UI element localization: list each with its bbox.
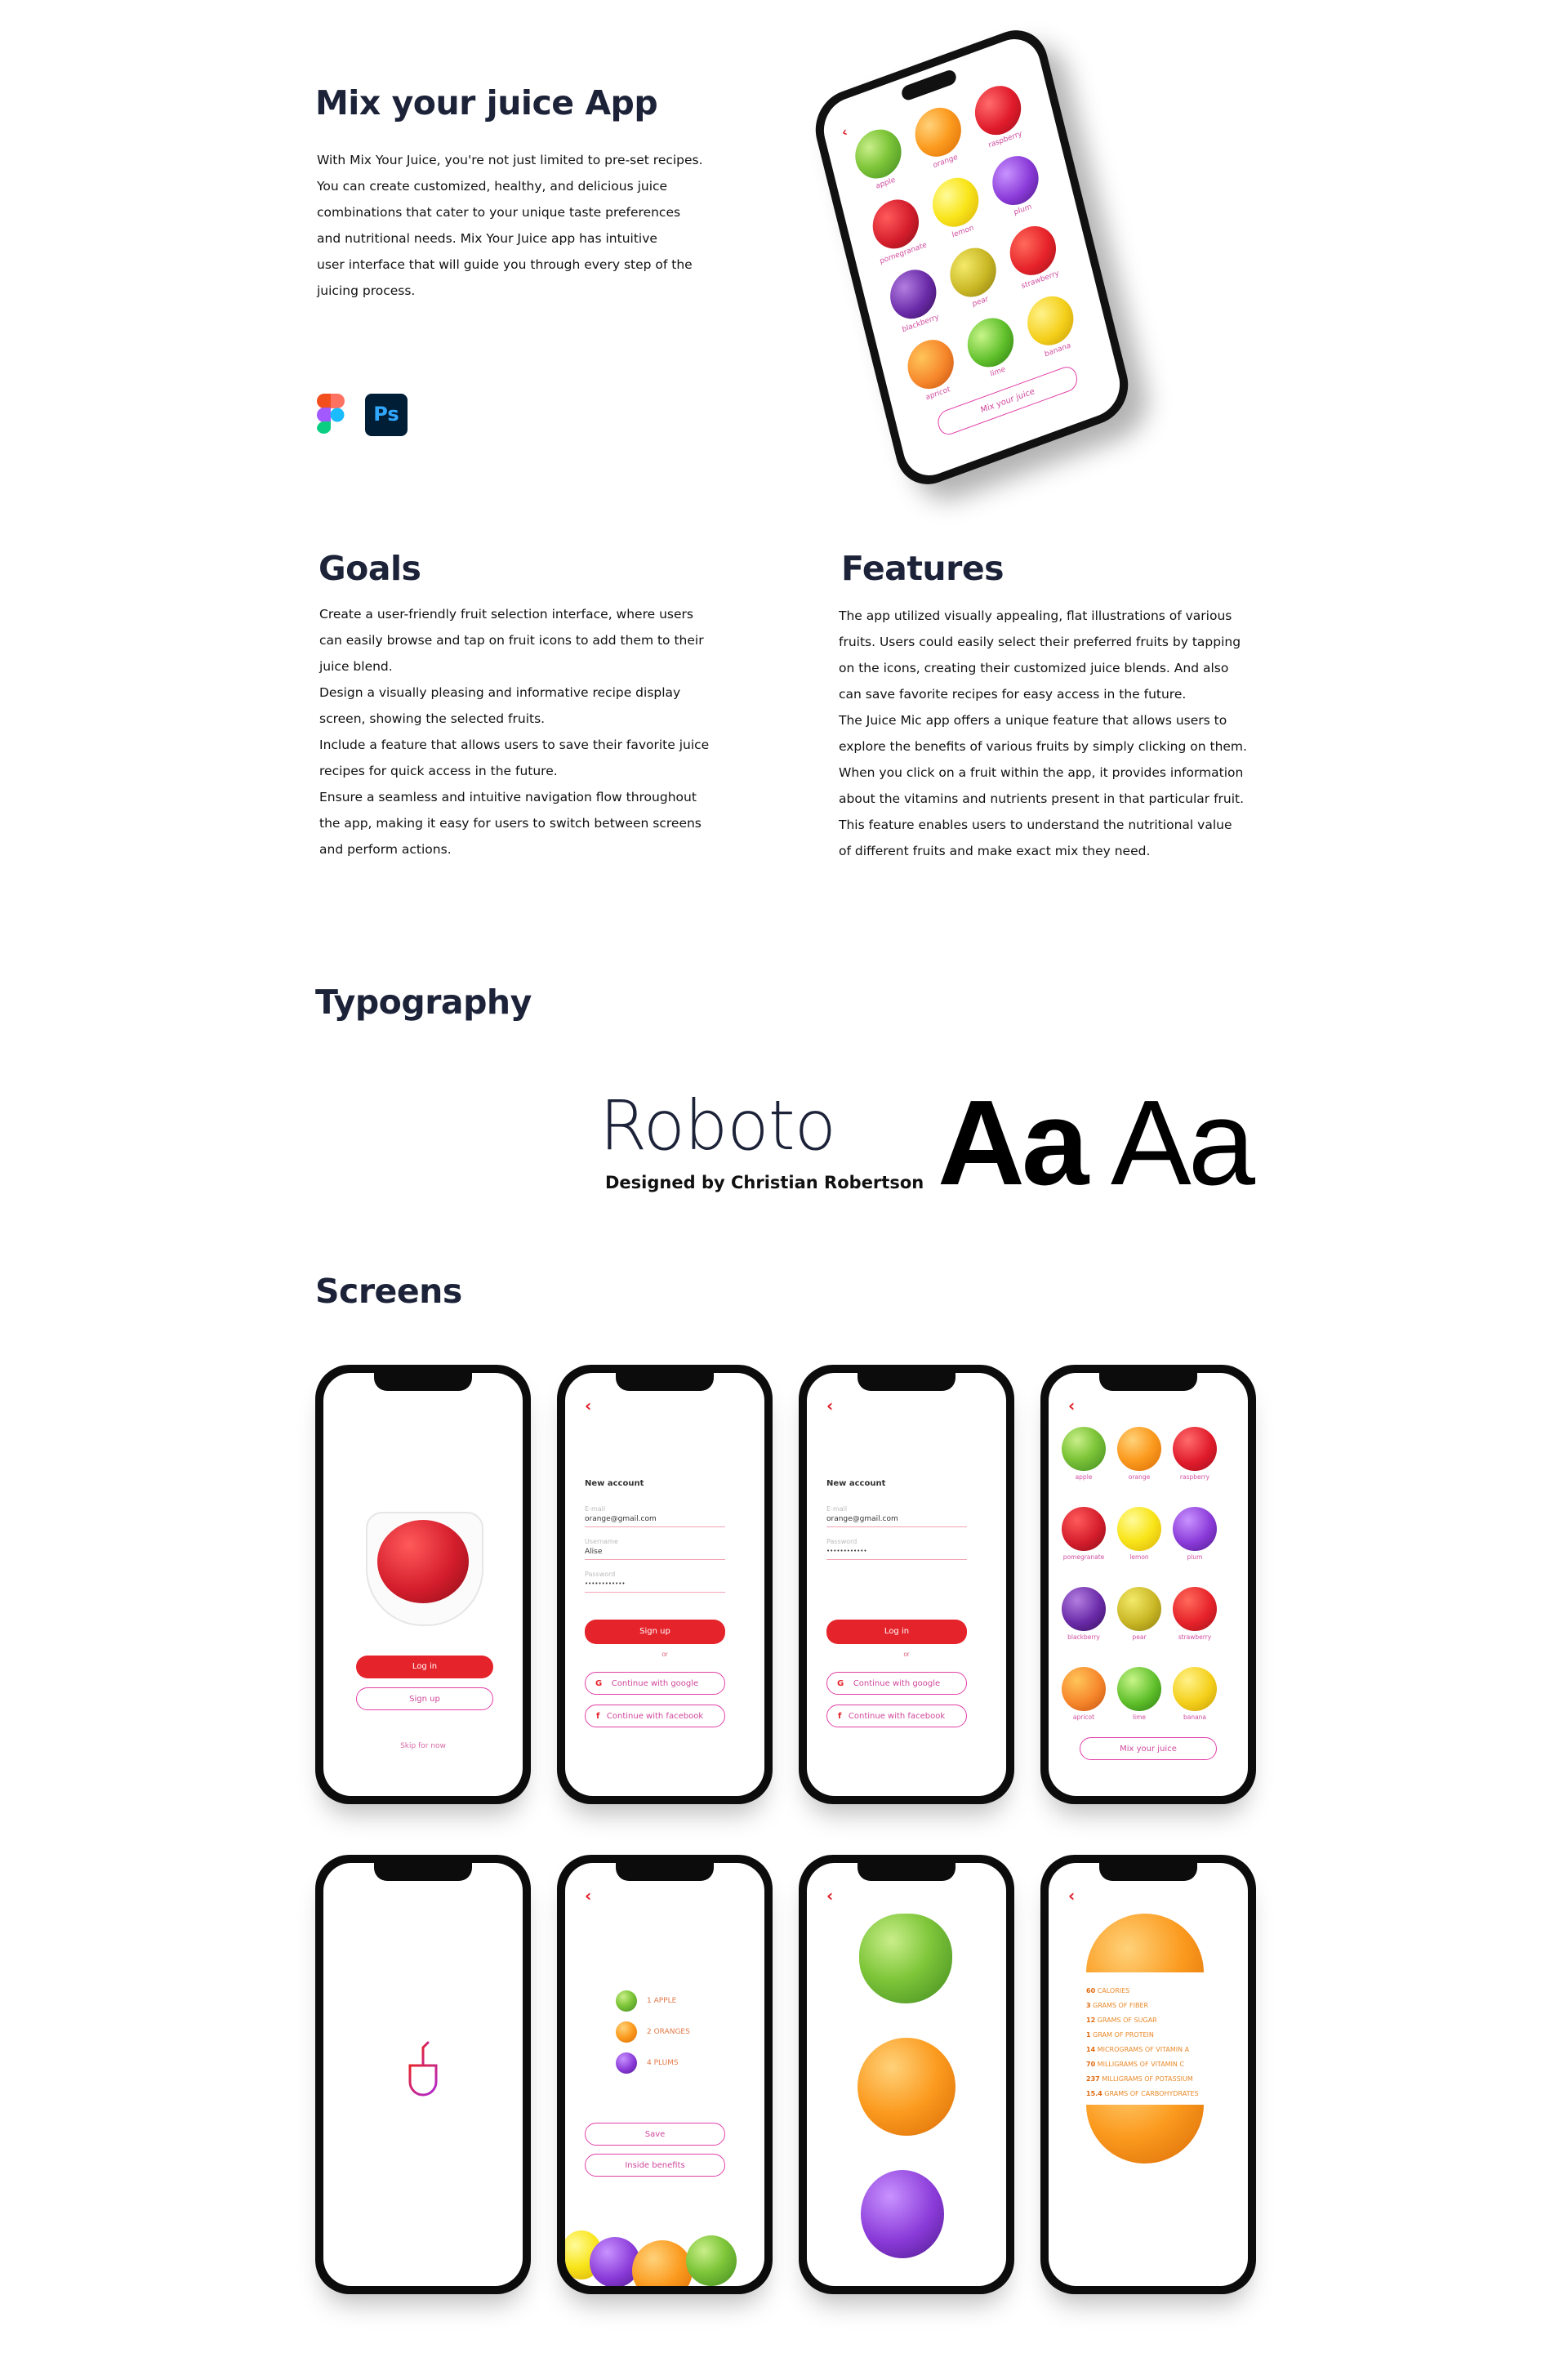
nutrition-fact: 12 GRAMS OF SUGAR: [1086, 2017, 1157, 2024]
recipe-item: 2 ORANGES: [647, 2028, 690, 2036]
fruit-label: orange: [932, 153, 959, 171]
plum-icon: [616, 2052, 637, 2074]
nutrition-fact: 15.4 GRAMS OF CARBOHYDRATES: [1086, 2090, 1199, 2097]
orange-image: [858, 2038, 956, 2136]
goals-text: Create a user-friendly fruit selection interface, where users can easily browse and tap on fruit icons to add them to their juice blend. Design a visually pleasing and informative recipe display screen, showing the selected fruits. Include a feature that allows users to save their favorite juice recipes for quick access in the future. Ensure a seamless and intuitive navigation flow throughout the app, making it easy for users to switch between screens and perform actions.: [319, 607, 710, 857]
nutrition-fact: 1 GRAM OF PROTEIN: [1086, 2031, 1154, 2039]
welcome-screen: [315, 1365, 531, 1804]
typography-title: Typography: [315, 983, 532, 1022]
email-field[interactable]: orange@gmail.com: [826, 1515, 898, 1523]
fruit-grid-screen: [1040, 1365, 1256, 1804]
fruit-label: blackberry: [1067, 1633, 1100, 1641]
back-icon[interactable]: ‹: [826, 1886, 834, 1905]
login-screen: ‹ New account E-mail orange@gmail.com Password •••••••••••• Log in or G Continue with google f Continue with facebook: [799, 1365, 1014, 1804]
fruit-label: raspberry: [987, 129, 1023, 150]
fruit-label: banana: [1183, 1714, 1207, 1721]
intro-text: With Mix Your Juice, you're not just limited to pre-set recipes. You can create customized, healthy, and delicious juice combinations that cater to your unique taste preferences and nutritional needs. Mix Your Juice app has intuitive user interface that will guide you through every step of the juicing process.: [317, 153, 703, 298]
back-icon[interactable]: ‹: [585, 1396, 592, 1415]
recipe-screen: [557, 1855, 773, 2294]
splash-screen: [315, 1855, 531, 2294]
plum-icon[interactable]: [1173, 1507, 1217, 1551]
figma-icon: [317, 394, 345, 436]
google-icon: G: [837, 1679, 844, 1688]
recipe-item: 1 APPLE: [647, 1997, 677, 2005]
fruit-detail-screen: [799, 1855, 1014, 2294]
fruit-label: lime: [1132, 1714, 1147, 1721]
password-field[interactable]: ••••••••••••: [826, 1548, 867, 1554]
email-field[interactable]: orange@gmail.com: [585, 1515, 657, 1523]
nutrition-fact: 14 MICROGRAMS OF VITAMIN A: [1086, 2046, 1190, 2053]
fruit-label: lemon: [1129, 1553, 1149, 1561]
back-icon[interactable]: ‹: [826, 1396, 834, 1415]
inside-benefits-button[interactable]: Inside benefits: [585, 2154, 725, 2177]
features-text: The app utilized visually appealing, flat illustrations of various fruits. Users could easily select their preferred fruits by tapping on the icons, creating their customized juice blends. And also can save favorite recipes for easy access in the future. The Juice Mic app offers a unique feature that allows users to explore the benefits of various fruits by simply clicking on them. When you click on a fruit within the app, it provides information about the vitamins and nutrients present in that particular fruit. This feature enables users to understand the nutritional value of different fruits and make exact mix they need.: [839, 608, 1247, 858]
back-icon[interactable]: ‹: [1068, 1886, 1076, 1905]
password-field[interactable]: ••••••••••••: [585, 1580, 626, 1587]
google-button[interactable]: G Continue with google: [826, 1672, 967, 1695]
font-sample-light: Aa: [1111, 1076, 1253, 1210]
google-icon: G: [595, 1679, 603, 1688]
lemon-icon[interactable]: [1117, 1507, 1161, 1551]
login-button[interactable]: Log in: [826, 1620, 967, 1644]
fruit-label: apricot: [1072, 1714, 1095, 1721]
apple-icon: [616, 1990, 637, 2012]
fruit-label: orange: [1128, 1473, 1151, 1481]
raspberry-icon[interactable]: [1173, 1427, 1217, 1471]
page-title: Mix your juice App: [315, 83, 658, 123]
pomegranate-icon[interactable]: [1062, 1507, 1106, 1551]
blackberry-icon[interactable]: [1062, 1587, 1106, 1631]
orange-icon[interactable]: [1117, 1427, 1161, 1471]
apple-image: [859, 1914, 952, 2003]
font-designer: Designed by Christian Robertson: [605, 1173, 924, 1192]
fruit-label: pomegranate: [879, 241, 928, 266]
signup-button[interactable]: Sign up: [356, 1687, 493, 1710]
strawberry-icon[interactable]: [1173, 1587, 1217, 1631]
orange-top-image: [1086, 1914, 1204, 2031]
pomegranate-image: [377, 1520, 469, 1603]
lime-icon[interactable]: [1117, 1667, 1161, 1711]
nutrition-fact: 60 CALORIES: [1086, 1987, 1130, 1994]
mix-juice-button[interactable]: Mix your juice: [936, 363, 1080, 438]
font-sample-bold: Aa: [938, 1076, 1086, 1210]
fruit-label: lime: [989, 365, 1007, 379]
skip-link[interactable]: Skip for now: [400, 1742, 446, 1750]
fruit-label: plum: [1013, 203, 1033, 217]
username-field[interactable]: Alise: [585, 1548, 603, 1556]
facebook-icon: f: [596, 1712, 600, 1721]
mix-juice-button[interactable]: Mix your juice: [1080, 1737, 1217, 1760]
nutrition-fact: 3 GRAMS OF FIBER: [1086, 2002, 1149, 2009]
fruit-label: raspberry: [1179, 1473, 1210, 1481]
font-name: Roboto: [599, 1085, 836, 1165]
hero-phone: [808, 20, 1135, 495]
facebook-icon: f: [838, 1712, 842, 1721]
screens-title: Screens: [315, 1272, 462, 1311]
fruit-label: lemon: [951, 224, 975, 240]
recipe-item: 4 PLUMS: [647, 2059, 679, 2067]
nutrition-fact: 237 MILLIGRAMS OF POTASSIUM: [1086, 2075, 1193, 2083]
fruit-label: plum: [1187, 1553, 1203, 1561]
apple-icon[interactable]: [1062, 1427, 1106, 1471]
nutrition-fact: 70 MILLIGRAMS OF VITAMIN C: [1086, 2061, 1185, 2068]
fruit-label: banana: [1044, 341, 1072, 359]
signup-screen: ‹ New account E-mail orange@gmail.com Username Alise Password •••••••••••• Sign up or G Continue with google f Continue with facebook: [557, 1365, 773, 1804]
plum-image: [861, 2170, 944, 2258]
google-button[interactable]: G Continue with google: [585, 1672, 725, 1695]
orange-icon: [616, 2021, 637, 2043]
signup-button[interactable]: Sign up: [585, 1620, 725, 1644]
fruit-label: strawberry: [1178, 1633, 1212, 1641]
fruit-label: pomegranate: [1062, 1553, 1105, 1561]
fruit-label: blackberry: [901, 313, 940, 335]
facebook-button[interactable]: f Continue with facebook: [826, 1705, 967, 1727]
photoshop-icon: Ps: [365, 394, 408, 436]
form-title: New account: [585, 1479, 644, 1488]
apricot-icon[interactable]: [1062, 1667, 1106, 1711]
fruit-label: apple: [1075, 1473, 1093, 1481]
fruit-label: strawberry: [1020, 269, 1060, 292]
facebook-button[interactable]: f Continue with facebook: [585, 1705, 725, 1727]
fruit-label: pear: [971, 295, 990, 310]
features-title: Features: [841, 549, 1004, 588]
fruit-label: pear: [1132, 1633, 1147, 1641]
fruit-label: apple: [875, 176, 897, 191]
goals-title: Goals: [318, 549, 421, 588]
nutrition-screen: [1040, 1855, 1256, 2294]
fruit-label: apricot: [924, 385, 951, 403]
juice-cup-logo-icon: [403, 2041, 443, 2098]
save-button[interactable]: Save: [585, 2123, 725, 2146]
orange-image: [632, 2240, 693, 2286]
form-title: New account: [826, 1479, 886, 1488]
login-button[interactable]: Log in: [356, 1656, 493, 1678]
banana-icon[interactable]: [1173, 1667, 1217, 1711]
back-icon[interactable]: ‹: [1068, 1396, 1076, 1415]
pear-icon[interactable]: [1117, 1587, 1161, 1631]
back-icon[interactable]: ‹: [585, 1886, 592, 1905]
back-icon[interactable]: ‹: [840, 123, 849, 140]
apple-image: [686, 2235, 737, 2286]
